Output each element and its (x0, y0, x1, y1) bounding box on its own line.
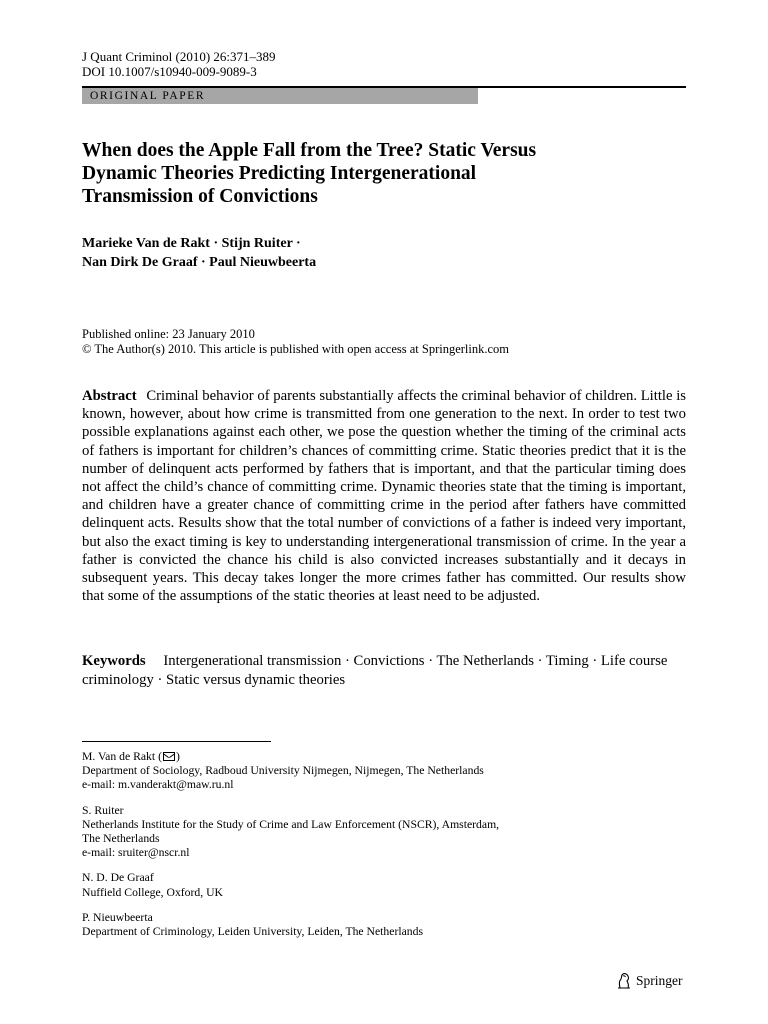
affiliation-line: The Netherlands (82, 832, 160, 846)
affiliation-email[interactable]: e-mail: sruiter@nscr.nl (82, 846, 190, 860)
affiliation-author: P. Nieuwbeerta (82, 910, 153, 924)
publisher-name: Springer (636, 973, 683, 988)
affiliation-block (82, 911, 682, 939)
affiliation-line: Department of Criminology, Leiden University, Leiden, The Netherlands (82, 925, 424, 939)
affiliation-email[interactable]: e-mail: m.vanderakt@maw.ru.nl (82, 778, 234, 792)
journal-header (82, 49, 276, 79)
envelope-icon[interactable] (163, 752, 175, 761)
journal-doi[interactable]: DOI 10.1007/s10940-009-9089-3 (82, 64, 257, 79)
author-list (82, 234, 682, 272)
affiliation-line: Nuffield College, Oxford, UK (82, 885, 223, 899)
keywords-label: Keywords (82, 653, 146, 669)
published-online: Published online: 23 January 2010 (82, 327, 255, 341)
abstract-text: Criminal behavior of parents substantially affects the criminal behavior of children. Little is known, however, about how crime is transmitted from one generation to the next. In order to test two possible explanations against each other, we pose the question whether the timing of the criminal acts of fathers is important for children’s chances of committing crime. Static theories predict that it is the number of delinquent acts performed by fathers that is important, and that the particular timing does not affect the child’s chance of committing crime. Dynamic theories state that the timing is important, and children have a greater chance of committing crime in the period after fathers have committed delinquent acts. Results show that the total number of convictions of a father is indeed very important, but also the exact timing is key to understanding intergenerational transmission of crime. In the year a father is convicted the chance his child is also convicted increases substantially and it decays in subsequent years. This decay takes longer the more crimes father has committed. Our results show that some of the assumptions of the static theories at least need to be adjusted. (82, 388, 686, 605)
journal-citation: J Quant Criminol (2010) 26:371–389 (82, 49, 276, 64)
affiliation-block (82, 750, 682, 793)
copyright-notice: © The Author(s) 2010. This article is published with open access at Springerlink.com (82, 342, 510, 356)
footnote-rule (82, 741, 271, 742)
author-line: Marieke Van de Rakt · Stijn Ruiter · (82, 236, 301, 251)
abstract-label: Abstract (82, 388, 137, 404)
author-affiliations (82, 750, 682, 950)
section-banner: ORIGINAL PAPER (82, 88, 478, 104)
title-line: Dynamic Theories Predicting Intergenerational (82, 163, 477, 184)
title-line: When does the Apple Fall from the Tree? Static Versus (82, 140, 537, 161)
publisher-logo (616, 972, 683, 990)
affiliation-block (82, 871, 682, 899)
abstract (82, 387, 686, 605)
author-line: Nan Dirk De Graaf · Paul Nieuwbeerta (82, 255, 317, 270)
springer-horse-icon (616, 972, 632, 990)
keywords-text: Intergenerational transmission · Convictions · The Netherlands · Timing · Life course criminology · Static versus dynamic theories (82, 653, 668, 688)
affiliation-author: S. Ruiter (82, 803, 124, 817)
affiliation-line: Department of Sociology, Radboud University Nijmegen, Nijmegen, The Netherlands (82, 764, 484, 778)
affiliation-block (82, 804, 682, 861)
title-line: Transmission of Convictions (82, 186, 318, 207)
affiliation-author: N. D. De Graaf (82, 871, 154, 885)
publication-info (82, 327, 509, 357)
keywords (82, 652, 686, 689)
article-title (82, 139, 682, 208)
affiliation-line: Netherlands Institute for the Study of Crime and Law Enforcement (NSCR), Amsterdam, (82, 817, 500, 831)
affiliation-author: M. Van de Rakt ( ) (82, 750, 180, 763)
